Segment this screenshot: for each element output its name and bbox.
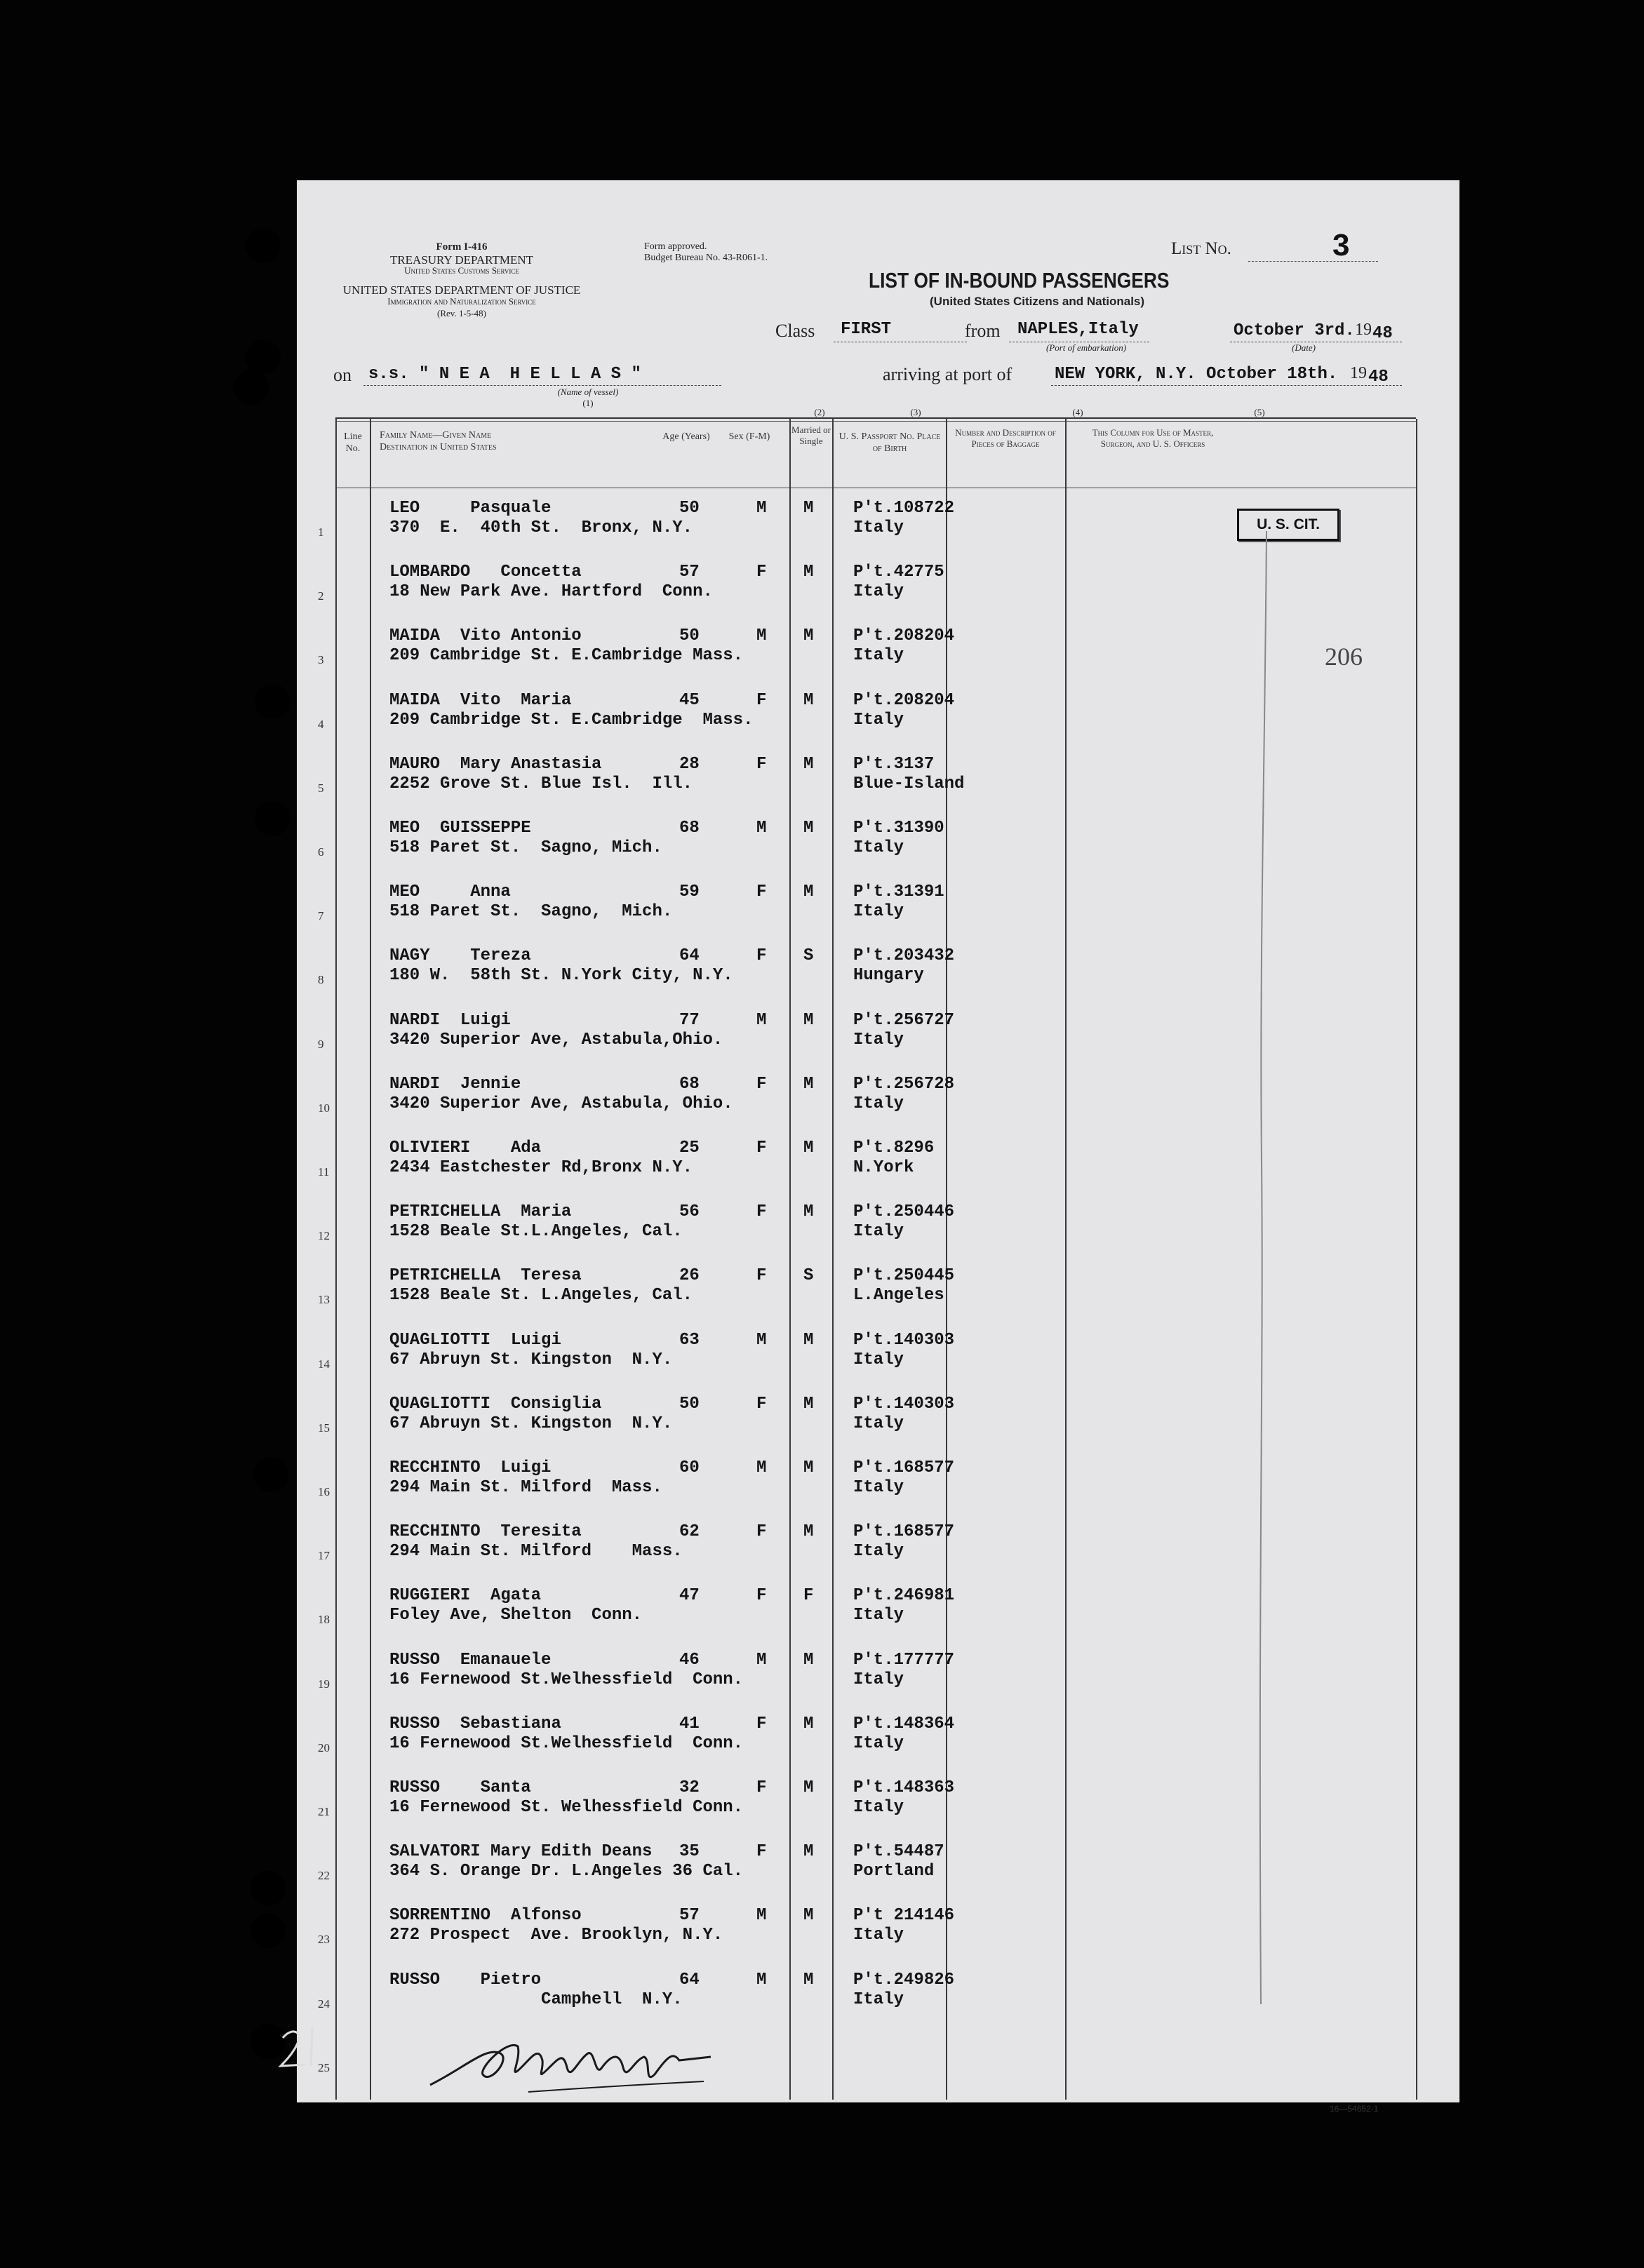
passenger-age: 47 xyxy=(679,1586,700,1606)
table-row xyxy=(297,1639,1459,1703)
passenger-sex: F xyxy=(756,563,767,582)
col-header-line: Line No. xyxy=(344,431,362,454)
passenger-sex: M xyxy=(756,1330,767,1350)
table-row xyxy=(297,935,1459,999)
dept-treasury: TREASURY DEPARTMENT xyxy=(389,253,534,267)
passenger-age: 60 xyxy=(679,1458,700,1477)
table-row xyxy=(297,871,1459,935)
citizen-stamp-text: U. S. CIT. xyxy=(1257,516,1320,532)
budget-bureau: Budget Bureau No. 43-R061-1. xyxy=(644,253,768,263)
col-header-sex: Sex (F-M) xyxy=(728,431,770,442)
line-number: 3 xyxy=(318,653,324,667)
vessel-note: (Name of vessel) xyxy=(557,387,619,397)
passenger-destination: 16 Fernewood St.Welhessfield Conn. xyxy=(389,1733,744,1753)
passport-number: P't.140303 xyxy=(853,1330,955,1350)
punch-hole xyxy=(234,370,269,405)
line-number: 4 xyxy=(318,717,324,731)
place-of-birth: Italy xyxy=(853,1798,904,1817)
port-note: (Port of embarkation) xyxy=(1045,342,1127,353)
place-of-birth: Italy xyxy=(853,1350,904,1369)
manifest-sheet xyxy=(297,180,1459,2114)
on-label: on xyxy=(333,365,352,385)
passenger-destination: 209 Cambridge St. E.Cambridge Mass. xyxy=(389,646,744,666)
passenger-destination: 518 Paret St. Sagno, Mich. xyxy=(389,902,673,922)
passenger-marital-status: M xyxy=(803,754,814,774)
passenger-age: 64 xyxy=(679,946,700,966)
table-row xyxy=(297,1831,1459,1895)
passenger-age: 64 xyxy=(679,1970,700,1989)
passenger-destination: Foley Ave, Shelton Conn. xyxy=(389,1606,643,1625)
passenger-age: 56 xyxy=(679,1202,700,1222)
line-number: 5 xyxy=(318,781,324,795)
place-of-birth: Italy xyxy=(853,1606,904,1625)
passenger-name: RUSSO Pietro xyxy=(389,1970,542,1989)
passenger-marital-status: M xyxy=(803,690,814,710)
place-of-birth: Italy xyxy=(853,1414,904,1433)
line-number: 7 xyxy=(318,909,324,923)
passenger-name: SALVATORI Mary Edith Deans xyxy=(389,1842,653,1862)
passenger-age: 68 xyxy=(679,1074,700,1094)
passenger-marital-status: M xyxy=(803,1394,814,1414)
passport-number: P't.250445 xyxy=(853,1266,955,1286)
passport-number: P't.168577 xyxy=(853,1458,955,1477)
passenger-destination: 3420 Superior Ave, Astabula,Ohio. xyxy=(389,1030,723,1049)
place-of-birth: Hungary xyxy=(853,966,924,986)
passport-number: P't.3137 xyxy=(853,754,935,774)
punch-hole xyxy=(246,228,281,263)
list-no-label: List No. xyxy=(1171,239,1231,258)
passenger-sex: M xyxy=(756,626,767,646)
place-of-birth: Italy xyxy=(853,1094,904,1113)
col-header-age: Age (Years) xyxy=(662,431,710,442)
passenger-marital-status: M xyxy=(803,1970,814,1989)
punch-hole xyxy=(250,1913,286,1948)
passenger-age: 68 xyxy=(679,819,700,838)
passenger-destination: 272 Prospect Ave. Brooklyn, N.Y. xyxy=(389,1926,723,1945)
passport-number: P't.256727 xyxy=(853,1010,955,1030)
col-header-officers: This Column for Use of Master, Surgeon, and U. S. Officers xyxy=(1092,427,1214,449)
passenger-age: 62 xyxy=(679,1522,700,1542)
form-subtitle: (United States Citizens and Nationals) xyxy=(930,295,1145,308)
passenger-name: NARDI Jennie xyxy=(389,1074,521,1094)
table-row xyxy=(297,680,1459,744)
dept-justice: UNITED STATES DEPARTMENT OF JUSTICE xyxy=(342,283,581,297)
passenger-name: PETRICHELLA Teresa xyxy=(389,1266,582,1286)
passenger-marital-status: M xyxy=(803,563,814,582)
arriving-label: arriving at port of xyxy=(883,364,1013,384)
form-approved: Form approved. xyxy=(644,241,707,252)
passenger-age: 50 xyxy=(679,499,700,518)
list-no-underline xyxy=(1248,261,1378,262)
passenger-age: 28 xyxy=(679,754,700,774)
passenger-name: SORRENTINO Alfonso xyxy=(389,1906,582,1926)
passenger-destination: 294 Main St. Milford Mass. xyxy=(389,1478,662,1497)
date-note: (Date) xyxy=(1292,342,1316,353)
passenger-marital-status: M xyxy=(803,1330,814,1350)
class-value: FIRST xyxy=(841,320,892,339)
table-row xyxy=(297,744,1459,807)
passenger-sex: M xyxy=(756,1458,767,1477)
passenger-destination: 1528 Beale St. L.Angeles, Cal. xyxy=(389,1286,693,1306)
place-of-birth: Italy xyxy=(853,902,904,922)
line-number: 21 xyxy=(318,1805,330,1818)
table-row xyxy=(297,1511,1459,1575)
officer-note: 206 xyxy=(1325,643,1363,671)
table-row xyxy=(297,551,1459,615)
passenger-destination: 18 New Park Ave. Hartford Conn. xyxy=(389,582,713,602)
passenger-marital-status: S xyxy=(803,1266,814,1286)
passenger-destination: 364 S. Orange Dr. L.Angeles 36 Cal. xyxy=(389,1862,744,1881)
passport-number: P't.250446 xyxy=(853,1202,955,1222)
passenger-sex: F xyxy=(756,946,767,966)
line-number: 6 xyxy=(318,845,324,859)
passenger-age: 50 xyxy=(679,626,700,646)
passport-number: P't.148364 xyxy=(853,1714,955,1733)
passenger-marital-status: F xyxy=(803,1586,814,1606)
col-num-2: (2) xyxy=(814,407,825,417)
col-header-name: Family Name—Given Name Destination in United States xyxy=(380,430,497,452)
vessel-underline xyxy=(363,385,721,386)
passenger-age: 46 xyxy=(679,1650,700,1670)
passenger-marital-status: M xyxy=(803,1202,814,1222)
arrival-underline xyxy=(1051,385,1402,386)
table-row xyxy=(297,1959,1459,2023)
vessel-col-num: (1) xyxy=(582,398,594,408)
table-row xyxy=(297,615,1459,679)
passenger-age: 57 xyxy=(679,563,700,582)
place-of-birth: Italy xyxy=(853,1670,904,1689)
date-year: 48 xyxy=(1372,324,1393,343)
table-row xyxy=(297,1703,1459,1767)
passenger-name: NARDI Luigi xyxy=(389,1010,511,1030)
passenger-name: LOMBARDO Concetta xyxy=(389,563,582,582)
passenger-sex: F xyxy=(756,883,767,902)
table-row xyxy=(297,1767,1459,1831)
passenger-destination: 209 Cambridge St. E.Cambridge Mass. xyxy=(389,710,754,730)
line-number: 19 xyxy=(318,1677,330,1691)
from-label: from xyxy=(965,321,1001,341)
line-number: 8 xyxy=(318,973,324,987)
place-of-birth: Italy xyxy=(853,838,904,857)
passenger-age: 45 xyxy=(679,690,700,710)
passenger-sex: M xyxy=(756,1650,767,1670)
passenger-name: RECCHINTO Luigi xyxy=(389,1458,552,1477)
passport-number: P't 214146 xyxy=(853,1906,955,1926)
line-number: 13 xyxy=(318,1293,330,1307)
passenger-name: RUSSO Sebastiana xyxy=(389,1714,561,1733)
passenger-sex: F xyxy=(756,1842,767,1862)
passenger-marital-status: M xyxy=(803,1906,814,1926)
passenger-age: 25 xyxy=(679,1139,700,1158)
dept-justice-sub: Immigration and Naturalization Service xyxy=(387,296,536,307)
passenger-sex: F xyxy=(756,754,767,774)
table-row xyxy=(297,1895,1459,1959)
passenger-sex: F xyxy=(756,1522,767,1542)
passenger-marital-status: M xyxy=(803,883,814,902)
place-of-birth: Portland xyxy=(853,1862,935,1881)
passenger-sex: M xyxy=(756,819,767,838)
passport-number: P't.208204 xyxy=(853,626,955,646)
passenger-name: RECCHINTO Teresita xyxy=(389,1522,582,1542)
place-of-birth: N.York xyxy=(853,1158,914,1177)
passport-number: P't.148363 xyxy=(853,1778,955,1797)
passenger-marital-status: M xyxy=(803,819,814,838)
passenger-name: MEO Anna xyxy=(389,883,511,902)
line-number: 12 xyxy=(318,1229,330,1243)
line-number: 20 xyxy=(318,1740,330,1754)
line-number: 9 xyxy=(318,1037,324,1051)
passenger-destination: 2434 Eastchester Rd,Bronx N.Y. xyxy=(389,1158,693,1177)
passenger-marital-status: M xyxy=(803,499,814,518)
passport-number: P't.249826 xyxy=(853,1970,955,1989)
passenger-destination: 518 Paret St. Sagno, Mich. xyxy=(389,838,662,857)
punch-hole xyxy=(255,684,290,719)
passenger-name: LEO Pasquale xyxy=(389,499,552,518)
passenger-destination: 294 Main St. Milford Mass. xyxy=(389,1542,683,1562)
passenger-age: 59 xyxy=(679,883,700,902)
passport-number: P't.140303 xyxy=(853,1394,955,1414)
form-number: Form I-416 xyxy=(436,241,488,253)
table-row xyxy=(297,1063,1459,1127)
passenger-destination: 67 Abruyn St. Kingston N.Y. xyxy=(389,1350,673,1369)
place-of-birth: Italy xyxy=(853,1989,904,2009)
passenger-age: 32 xyxy=(679,1778,700,1797)
line-number: 11 xyxy=(318,1165,330,1179)
passenger-name: MAURO Mary Anastasia xyxy=(389,754,602,774)
table-row xyxy=(297,1255,1459,1319)
place-of-birth: Italy xyxy=(853,646,904,666)
passenger-age: 50 xyxy=(679,1394,700,1414)
punch-hole xyxy=(253,1457,288,1492)
line-number: 22 xyxy=(318,1869,330,1883)
passenger-destination: Camphell N.Y. xyxy=(389,1989,683,2009)
passenger-sex: M xyxy=(756,499,767,518)
place-of-birth: Italy xyxy=(853,518,904,537)
passenger-age: 41 xyxy=(679,1714,700,1733)
passenger-sex: M xyxy=(756,1970,767,1989)
table-row xyxy=(297,488,1459,551)
place-of-birth: Italy xyxy=(853,1926,904,1945)
passport-number: P't.31390 xyxy=(853,819,944,838)
class-label: Class xyxy=(775,321,815,341)
passenger-sex: F xyxy=(756,1394,767,1414)
passenger-sex: F xyxy=(756,1266,767,1286)
signature xyxy=(423,2018,732,2102)
table-row xyxy=(297,1127,1459,1191)
line-number: 14 xyxy=(318,1357,330,1371)
passenger-age: 26 xyxy=(679,1266,700,1286)
line-number: 18 xyxy=(318,1613,330,1627)
passenger-name: MAIDA Vito Antonio xyxy=(389,626,582,646)
passenger-marital-status: M xyxy=(803,1010,814,1030)
place-of-birth: Italy xyxy=(853,710,904,730)
line-number: 1 xyxy=(318,525,324,539)
date-year-prefix: 19 xyxy=(1355,321,1372,339)
passenger-marital-status: S xyxy=(803,946,814,966)
passenger-sex: F xyxy=(756,1778,767,1797)
passenger-name: NAGY Tereza xyxy=(389,946,531,966)
passenger-marital-status: M xyxy=(803,1714,814,1733)
passenger-destination: 370 E. 40th St. Bronx, N.Y. xyxy=(389,518,693,537)
line-number: 2 xyxy=(318,589,324,603)
line-number: 16 xyxy=(318,1485,330,1498)
passport-number: P't.177777 xyxy=(853,1650,955,1670)
passenger-marital-status: M xyxy=(803,1650,814,1670)
from-value: NAPLES,Italy xyxy=(1017,320,1139,339)
footer-code: 16—54652-1 xyxy=(1330,2104,1379,2114)
arrival-year-prefix: 19 xyxy=(1350,364,1367,382)
col-header-baggage: Number and Description of Pieces of Baggage xyxy=(955,427,1056,449)
place-of-birth: Italy xyxy=(853,1030,904,1049)
passenger-destination: 2252 Grove St. Blue Isl. Ill. xyxy=(389,774,693,793)
passenger-name: MAIDA Vito Maria xyxy=(389,690,572,710)
line-number: 17 xyxy=(318,1549,330,1563)
col-num-4: (4) xyxy=(1072,407,1083,417)
passport-number: P't.8296 xyxy=(853,1139,935,1158)
table-row xyxy=(297,1000,1459,1063)
col-header-passport: U. S. Passport No. Place of Birth xyxy=(838,431,941,454)
passport-number: P't.108722 xyxy=(853,499,955,518)
passenger-sex: F xyxy=(756,1586,767,1606)
place-of-birth: Blue-Island xyxy=(853,774,965,793)
place-of-birth: L.Angeles xyxy=(853,1286,944,1306)
passenger-destination: 16 Fernewood St. Welhessfield Conn. xyxy=(389,1798,744,1817)
dept-treasury-sub: United States Customs Service xyxy=(404,265,519,276)
line-number: 24 xyxy=(318,1997,330,2011)
passenger-name: MEO GUISSEPPE xyxy=(389,819,531,838)
place-of-birth: Italy xyxy=(853,1542,904,1562)
passenger-sex: F xyxy=(756,1139,767,1158)
place-of-birth: Italy xyxy=(853,1222,904,1242)
col-header-married: Married or Single xyxy=(791,424,831,446)
col-num-3: (3) xyxy=(910,407,921,417)
passenger-destination: 16 Fernewood St.Welhessfield Conn. xyxy=(389,1670,744,1689)
passenger-destination: 67 Abruyn St. Kingston N.Y. xyxy=(389,1414,673,1433)
punch-hole xyxy=(250,1871,286,1906)
table-top-rule xyxy=(335,417,1416,419)
line-number: 10 xyxy=(318,1101,330,1115)
passport-number: P't.42775 xyxy=(853,563,944,582)
passenger-marital-status: M xyxy=(803,1842,814,1862)
arrival-value: NEW YORK, N.Y. October 18th. xyxy=(1055,365,1338,384)
passport-number: P't.168577 xyxy=(853,1522,955,1542)
line-number: 15 xyxy=(318,1421,330,1435)
passport-number: P't.208204 xyxy=(853,690,955,710)
passenger-age: 63 xyxy=(679,1330,700,1350)
passenger-name: RUGGIERI Agata xyxy=(389,1586,542,1606)
table-row xyxy=(297,1191,1459,1255)
passenger-sex: F xyxy=(756,1714,767,1733)
passenger-destination: 3420 Superior Ave, Astabula, Ohio. xyxy=(389,1094,733,1113)
passenger-marital-status: M xyxy=(803,1778,814,1797)
passenger-name: OLIVIERI Ada xyxy=(389,1139,542,1158)
passport-number: P't.256728 xyxy=(853,1074,955,1094)
passenger-sex: F xyxy=(756,1202,767,1222)
passenger-age: 77 xyxy=(679,1010,700,1030)
passenger-destination: 1528 Beale St.L.Angeles, Cal. xyxy=(389,1222,683,1242)
passenger-age: 57 xyxy=(679,1906,700,1926)
passenger-name: QUAGLIOTTI Consiglia xyxy=(389,1394,602,1414)
line-number: 25 xyxy=(318,2060,330,2074)
passenger-name: RUSSO Emanauele xyxy=(389,1650,552,1670)
passenger-destination: 180 W. 58th St. N.York City, N.Y. xyxy=(389,966,733,986)
list-no-value: 3 xyxy=(1332,228,1350,262)
place-of-birth: Italy xyxy=(853,582,904,602)
form-title: LIST OF IN-BOUND PASSENGERS xyxy=(869,268,1170,293)
passenger-sex: M xyxy=(756,1906,767,1926)
passport-number: P't.246981 xyxy=(853,1586,955,1606)
date-value: October 3rd. xyxy=(1234,321,1355,340)
punch-hole xyxy=(255,801,290,836)
passenger-name: RUSSO Santa xyxy=(389,1778,531,1797)
passenger-age: 35 xyxy=(679,1842,700,1862)
table-top-rule-2 xyxy=(335,421,1416,422)
passenger-name: QUAGLIOTTI Luigi xyxy=(389,1330,561,1350)
table-row xyxy=(297,1320,1459,1383)
passenger-sex: F xyxy=(756,1074,767,1094)
passenger-marital-status: M xyxy=(803,1522,814,1542)
passport-number: P't.203432 xyxy=(853,946,955,966)
revision: (Rev. 1-5-48) xyxy=(437,308,486,318)
passenger-marital-status: M xyxy=(803,1139,814,1158)
passport-number: P't.31391 xyxy=(853,883,944,902)
table-row xyxy=(297,1575,1459,1639)
passenger-name: PETRICHELLA Maria xyxy=(389,1202,572,1222)
passenger-marital-status: M xyxy=(803,626,814,646)
passenger-sex: M xyxy=(756,1010,767,1030)
col-num-5: (5) xyxy=(1254,407,1265,417)
margin-mark xyxy=(277,2024,319,2073)
line-number: 23 xyxy=(318,1933,330,1947)
passport-number: P't.54487 xyxy=(853,1842,944,1862)
place-of-birth: Italy xyxy=(853,1478,904,1497)
arrival-year: 48 xyxy=(1368,368,1389,387)
table-row xyxy=(297,807,1459,871)
vessel-name: s.s. " N E A H E L L A S " xyxy=(368,365,641,384)
table-row xyxy=(297,1447,1459,1511)
table-row xyxy=(297,1383,1459,1447)
passenger-sex: F xyxy=(756,690,767,710)
passenger-marital-status: M xyxy=(803,1458,814,1477)
passenger-marital-status: M xyxy=(803,1074,814,1094)
place-of-birth: Italy xyxy=(853,1733,904,1753)
